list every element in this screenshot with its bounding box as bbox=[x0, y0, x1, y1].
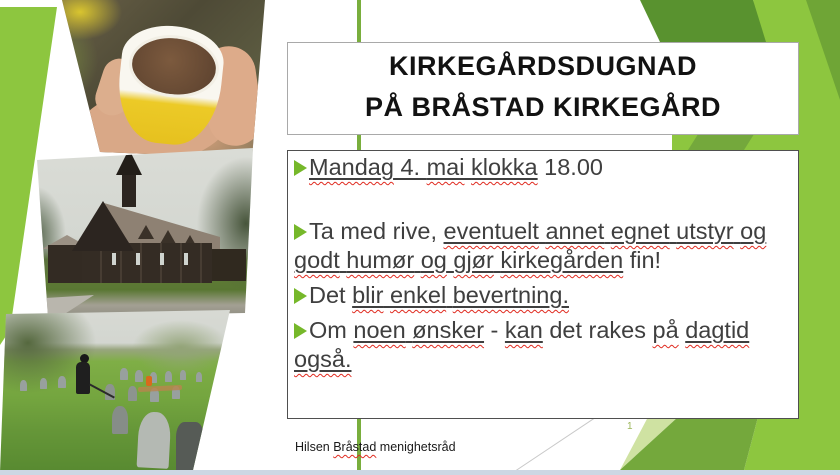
bullet-item bbox=[294, 153, 793, 182]
misspelled-word: klokka bbox=[471, 154, 538, 180]
gravestone-shape bbox=[112, 406, 128, 434]
text-segment bbox=[653, 317, 679, 343]
text-segment bbox=[500, 247, 623, 273]
misspelled-word: godt bbox=[294, 247, 340, 273]
text-segment: fin! bbox=[623, 247, 662, 273]
misspelled-word: egnet bbox=[610, 218, 670, 244]
worker-shape bbox=[76, 362, 90, 394]
gravestone-shape bbox=[40, 378, 47, 389]
text-segment: - bbox=[484, 317, 505, 343]
bullet-triangle-icon bbox=[294, 160, 307, 176]
misspelled-word: noen bbox=[353, 317, 406, 343]
text-segment bbox=[309, 154, 394, 180]
text-segment: Ta med rive, bbox=[309, 218, 444, 244]
title-line-1: KIRKEGÅRDSDUGNAD bbox=[388, 51, 697, 81]
bottom-edge-strip bbox=[0, 470, 840, 475]
text-segment bbox=[545, 218, 604, 244]
text-segment bbox=[611, 218, 670, 244]
misspelled-word: enkel bbox=[389, 282, 447, 308]
misspelled-word: ønsker bbox=[412, 317, 485, 343]
misspelled-word: og bbox=[420, 247, 447, 273]
coffee-surface-shape bbox=[126, 31, 222, 102]
misspelled-word: og bbox=[740, 218, 767, 244]
bullet-triangle-icon bbox=[294, 288, 307, 304]
text-segment bbox=[444, 218, 539, 244]
text-segment bbox=[346, 247, 414, 273]
title-placeholder[interactable] bbox=[287, 42, 799, 135]
text-segment bbox=[685, 317, 749, 343]
diagonal-accent-line bbox=[513, 416, 598, 473]
text-segment bbox=[453, 247, 493, 273]
misspelled-word: Mandag bbox=[309, 154, 394, 180]
text-segment bbox=[676, 218, 733, 244]
text-segment bbox=[505, 317, 543, 343]
gravestone-shape bbox=[165, 371, 172, 382]
footer-text bbox=[295, 440, 456, 454]
bullet-item bbox=[294, 217, 793, 275]
text-segment: Hilsen bbox=[295, 440, 334, 454]
gravestone-shape bbox=[137, 411, 172, 469]
misspelled-word: gjør bbox=[453, 247, 494, 273]
misspelled-word: bevertning. bbox=[452, 282, 569, 308]
coffee-cup-photo[interactable] bbox=[55, 0, 268, 160]
text-segment: 18.00 bbox=[537, 154, 603, 180]
church-tower-shape bbox=[122, 171, 136, 207]
misspelled-word: på bbox=[652, 317, 679, 343]
bullet-list bbox=[294, 153, 793, 374]
misspelled-word: mai bbox=[426, 154, 465, 180]
text-segment bbox=[390, 282, 446, 308]
cemetery-photo[interactable] bbox=[0, 306, 232, 474]
slide-page-number: 1 bbox=[627, 421, 633, 432]
title-line-2: PÅ BRÅSTAD KIRKEGÅRD bbox=[364, 92, 721, 122]
text-segment bbox=[427, 154, 465, 180]
text-segment: menighetsråd bbox=[376, 440, 456, 454]
misspelled-word: blir bbox=[352, 282, 384, 308]
misspelled-word: dagtid bbox=[685, 317, 750, 343]
gravestone-shape bbox=[135, 370, 143, 382]
gravestone-shape bbox=[120, 368, 128, 380]
text-segment bbox=[333, 440, 376, 454]
text-segment bbox=[294, 346, 352, 372]
text-segment: Det bbox=[309, 282, 353, 308]
text-segment bbox=[453, 282, 569, 308]
bullet-triangle-icon bbox=[294, 323, 307, 339]
misspelled-word: utstyr bbox=[676, 218, 734, 244]
bullet-triangle-icon bbox=[294, 224, 307, 240]
gravestone-shape bbox=[196, 372, 202, 382]
misspelled-word: eventuelt bbox=[443, 218, 539, 244]
misspelled-word: kan bbox=[504, 317, 543, 343]
misspelled-word: annet bbox=[545, 218, 605, 244]
gravestone-shape bbox=[176, 422, 204, 472]
blank-line bbox=[294, 188, 793, 217]
misspelled-word: Bråstad bbox=[333, 440, 377, 454]
text-segment bbox=[294, 247, 340, 273]
text-segment bbox=[740, 218, 766, 244]
text-segment: Om bbox=[309, 317, 354, 343]
text-segment: 4. bbox=[393, 154, 427, 180]
gravestone-shape bbox=[58, 376, 66, 388]
misspelled-word: kirkegården bbox=[500, 247, 624, 273]
misspelled-word: også. bbox=[294, 346, 352, 372]
body-placeholder[interactable] bbox=[287, 150, 799, 419]
annex-shape bbox=[212, 249, 246, 281]
gravestone-shape bbox=[20, 380, 27, 391]
text-segment bbox=[353, 317, 405, 343]
gravestone-shape bbox=[128, 386, 137, 401]
bullet-item bbox=[294, 316, 793, 374]
text-segment bbox=[421, 247, 447, 273]
background-worker-shape bbox=[146, 376, 152, 386]
text-segment bbox=[352, 282, 383, 308]
text-segment: det rakes bbox=[542, 317, 653, 343]
church-windows-shape bbox=[92, 253, 202, 265]
bullet-item bbox=[294, 281, 793, 310]
text-segment bbox=[412, 317, 484, 343]
text-segment bbox=[471, 154, 538, 180]
misspelled-word: humør bbox=[346, 247, 415, 273]
gravestone-shape bbox=[180, 370, 186, 380]
church-photo[interactable] bbox=[30, 147, 255, 317]
